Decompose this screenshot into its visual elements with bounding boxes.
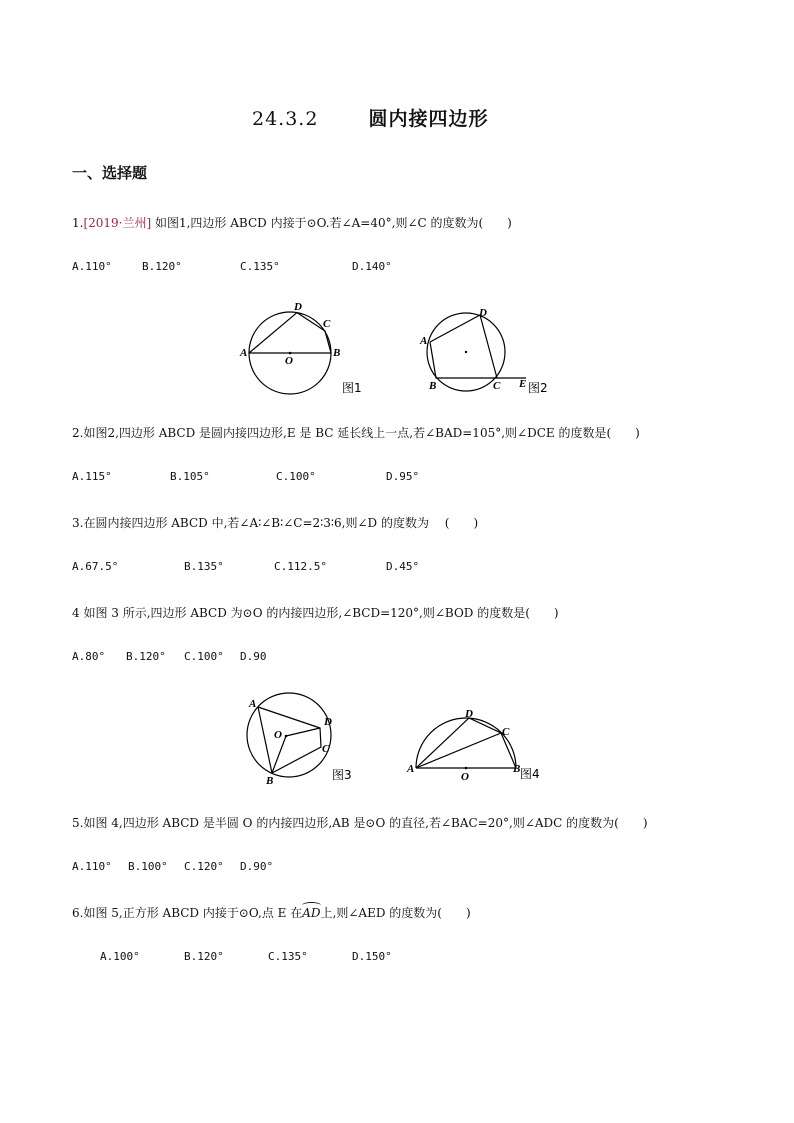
fig4-center	[465, 767, 468, 770]
fig4-label-b: B	[513, 763, 521, 775]
fig2-label-c: C	[493, 380, 501, 392]
option-a[interactable]: A.115°	[72, 470, 112, 483]
question-4: 4 如图 3 所示,四边形 ABCD 为⊙O 的内接四边形,∠BCD=120°,则∠BOD 的度数是( )	[72, 606, 559, 620]
option-d[interactable]: D.140°	[352, 260, 392, 273]
question-1-text: 如图1,四边形 ABCD 内接于⊙O.若∠A=40°,则∠C 的度数为( )	[151, 216, 512, 230]
fig1-label-o: O	[285, 355, 293, 367]
question-6-text-before: 6.如图 5,正方形 ABCD 内接于⊙O,点 E 在	[72, 906, 303, 920]
fig2-label-b: B	[429, 380, 437, 392]
option-b[interactable]: B.100°	[128, 860, 168, 873]
option-d[interactable]: D.90°	[240, 860, 274, 873]
arc-mark-icon	[302, 902, 320, 909]
option-a[interactable]: A.80°	[72, 650, 106, 663]
fig2-label-a: A	[420, 335, 428, 347]
fig3-label-b: B	[266, 775, 274, 786]
option-a[interactable]: A.110°	[72, 860, 112, 873]
question-6-text-after: 上,则∠AED 的度数为( )	[320, 906, 471, 920]
fig4-label-a: A	[407, 763, 415, 775]
figure-1	[236, 298, 376, 398]
figure-4	[402, 696, 562, 792]
question-1-source: [2019·兰州]	[83, 216, 152, 230]
question-6	[72, 904, 471, 921]
option-d[interactable]: D.95°	[386, 470, 420, 483]
option-c[interactable]: C.112.5°	[274, 560, 327, 573]
fig2-label-d: D	[479, 307, 487, 319]
fig2-center	[465, 351, 467, 353]
fig4-label-o: O	[461, 771, 469, 783]
option-c[interactable]: C.135°	[240, 260, 280, 273]
fig1-quadrilateral	[249, 313, 331, 353]
option-b[interactable]: B.120°	[126, 650, 166, 663]
title-number: 24.3.2	[252, 108, 319, 130]
fig4-semicircle	[416, 718, 516, 768]
question-1-number: 1.	[72, 216, 84, 230]
section-heading: 一、选择题	[72, 164, 148, 182]
fig1-label-c: C	[323, 318, 331, 330]
fig3-label-c: C	[322, 743, 330, 755]
option-d[interactable]: D.90	[240, 650, 267, 663]
fig4-quadrilateral	[416, 718, 516, 768]
fig1-label-a: A	[240, 347, 248, 359]
fig3-center	[285, 735, 288, 738]
option-b[interactable]: B.135°	[184, 560, 224, 573]
question-6-arc	[302, 906, 320, 920]
fig3-label-o: O	[274, 729, 282, 741]
question-3: 3.在圆内接四边形 ABCD 中,若∠A∶∠B∶∠C=2∶3∶6,则∠D 的度数为 ( )	[72, 516, 479, 530]
option-d[interactable]: D.45°	[386, 560, 420, 573]
figure-2	[412, 298, 572, 398]
page-title	[252, 104, 489, 131]
fig3-label-a: A	[249, 698, 257, 710]
question-1	[72, 214, 512, 231]
fig3-ob	[272, 736, 286, 773]
fig4-label-d: D	[465, 708, 473, 720]
fig1-label-d: D	[294, 301, 302, 313]
fig3-od	[286, 728, 320, 736]
option-d[interactable]: D.150°	[352, 950, 392, 963]
option-c[interactable]: C.120°	[184, 860, 224, 873]
title-text: 圆内接四边形	[368, 108, 489, 130]
question-6-arc-label: AD	[302, 906, 321, 920]
fig1-center	[289, 352, 292, 355]
fig2-quadrilateral	[430, 315, 497, 378]
fig4-ac	[416, 733, 501, 768]
question-5: 5.如图 4,四边形 ABCD 是半圆 O 的内接四边形,AB 是⊙O 的直径,若∠BAC=20°,则∠ADC 的度数为( )	[72, 816, 648, 830]
question-2: 2.如图2,四边形 ABCD 是圆内接四边形,E 是 BC 延长线上一点,若∠BAD=105°,则∠DCE 的度数是( )	[72, 426, 640, 440]
figure-3	[240, 690, 370, 786]
fig3-quadrilateral	[258, 707, 321, 773]
option-c[interactable]: C.100°	[184, 650, 224, 663]
option-c[interactable]: C.100°	[276, 470, 316, 483]
option-a[interactable]: A.100°	[100, 950, 140, 963]
option-b[interactable]: B.120°	[142, 260, 182, 273]
option-b[interactable]: B.120°	[184, 950, 224, 963]
fig1-label-b: B	[333, 347, 341, 359]
option-b[interactable]: B.105°	[170, 470, 210, 483]
option-a[interactable]: A.67.5°	[72, 560, 119, 573]
fig2-label-e: E	[519, 378, 527, 390]
option-a[interactable]: A.110°	[72, 260, 112, 273]
fig1-caption: 图1	[342, 381, 362, 395]
fig4-caption: 图4	[520, 767, 540, 781]
fig4-label-c: C	[502, 726, 510, 738]
fig2-caption: 图2	[528, 381, 548, 395]
option-c[interactable]: C.135°	[268, 950, 308, 963]
fig3-label-d: D	[324, 716, 332, 728]
fig3-caption: 图3	[332, 768, 352, 782]
